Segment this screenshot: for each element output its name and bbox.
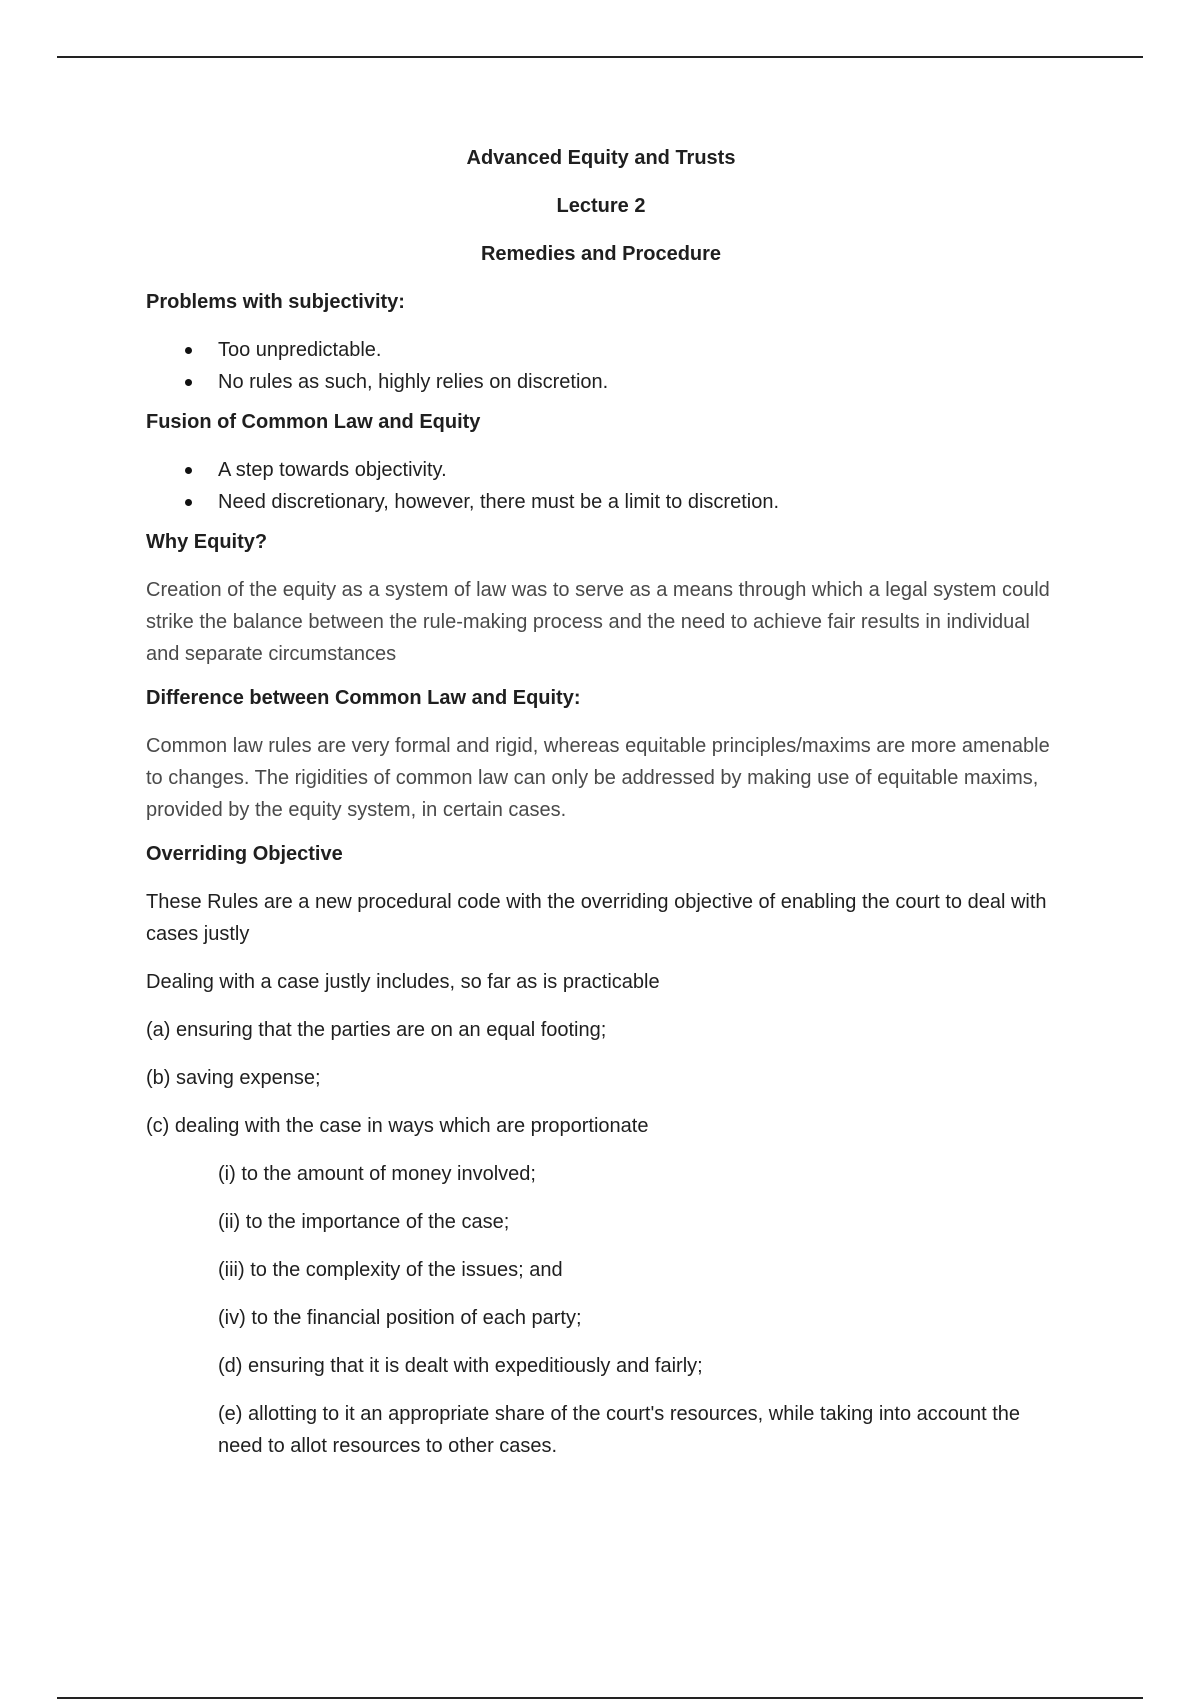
dealing-justly-paragraph: Dealing with a case justly includes, so far as is practicable bbox=[146, 971, 660, 993]
subjectivity-bullet-list bbox=[146, 334, 1056, 398]
why-equity-heading: Why Equity? bbox=[146, 531, 268, 553]
objective-item: (c) dealing with the case in ways which are proportionate bbox=[146, 1115, 649, 1137]
objective-subitem: (i) to the amount of money involved; bbox=[218, 1163, 536, 1185]
objective-subitem: (d) ensuring that it is dealt with expeditiously and fairly; bbox=[218, 1355, 703, 1377]
difference-heading: Difference between Common Law and Equity: bbox=[146, 687, 581, 709]
objective-item: (a) ensuring that the parties are on an equal footing; bbox=[146, 1019, 607, 1041]
footer-rule bbox=[57, 1697, 1143, 1699]
objective-subitem: (e) allotting to it an appropriate share of the court's resources, while taking into account the need to allot resources to other cases. bbox=[218, 1403, 1021, 1457]
objective-item: (b) saving expense; bbox=[146, 1067, 321, 1089]
list-item: No rules as such, highly relies on discretion. bbox=[146, 366, 1056, 398]
document-title: Advanced Equity and Trusts bbox=[466, 147, 736, 169]
list-item: Too unpredictable. bbox=[146, 334, 1056, 366]
objective-subitem: (iv) to the financial position of each party; bbox=[218, 1307, 582, 1329]
overriding-objective-heading: Overriding Objective bbox=[146, 843, 343, 865]
list-item: Need discretionary, however, there must be a limit to discretion. bbox=[146, 486, 1056, 518]
document-page bbox=[146, 146, 1056, 1478]
list-item: A step towards objectivity. bbox=[146, 454, 1056, 486]
objective-subitem: (iii) to the complexity of the issues; and bbox=[218, 1259, 563, 1281]
fusion-bullet-list bbox=[146, 454, 1056, 518]
lecture-number: Lecture 2 bbox=[556, 195, 646, 217]
subjectivity-heading: Problems with subjectivity: bbox=[146, 291, 405, 313]
document-subtitle: Remedies and Procedure bbox=[480, 243, 722, 265]
difference-paragraph: Common law rules are very formal and rigid, whereas equitable principles/maxims are more amenable to changes. The rigidities of common law can only be addressed by making use of equitable maxims, provided by the equity system, in certain cases. bbox=[146, 735, 1050, 821]
why-equity-paragraph: Creation of the equity as a system of law was to serve as a means through which a legal system could strike the balance between the rule-making process and the need to achieve fair results in individual and separate circumstances bbox=[146, 579, 1050, 665]
objective-subitem: (ii) to the importance of the case; bbox=[218, 1211, 510, 1233]
header-rule bbox=[57, 56, 1143, 58]
overriding-intro-paragraph: These Rules are a new procedural code with the overriding objective of enabling the court to deal with cases justly bbox=[146, 891, 1047, 945]
fusion-heading: Fusion of Common Law and Equity bbox=[146, 411, 481, 433]
